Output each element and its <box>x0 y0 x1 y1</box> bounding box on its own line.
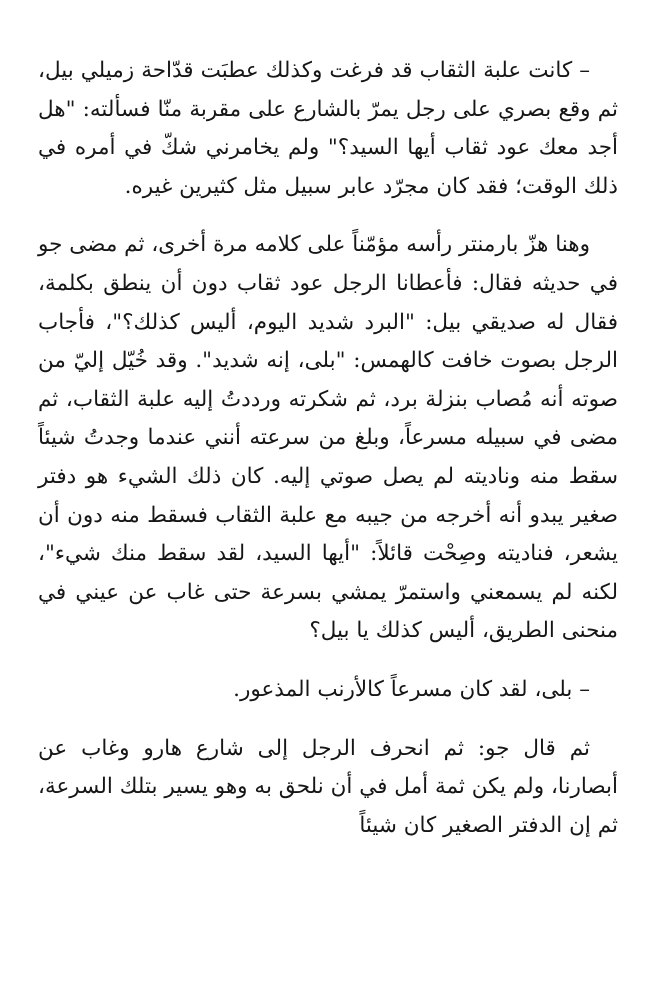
book-page <box>38 52 618 845</box>
paragraph-1: – كانت علبة الثقاب قد فرغت وكذلك عطبَت قدّاحة زميلي بيل، ثم وقع بصري على رجل يمرّ بالشارع على مقربة منّا فسألته: "هل أجد معك عود ثقاب أيها السيد؟" ولم يخامرني شكّ في أمره في ذلك الوقت؛ فقد كان مجرّد عابر سبيل مثل كثيرين غيره. <box>38 58 618 199</box>
paragraph-2: وهنا هزّ بارمنتر رأسه مؤمّناً على كلامه مرة أخرى، ثم مضى جو في حديثه فقال: فأعطانا الرجل عود ثقاب دون أن ينطق بكلمة، فقال له صديقي بيل: "البرد شديد اليوم، أليس كذلك؟"، فأجاب الرجل بصوت خافت كالهمس: "بلى، إنه شديد". وقد خُيّل إليّ من صوته أنه مُصاب بنزلة برد، ثم شكرته ورددتُ إليه علبة الثقاب، ثم مضى في سبيله مسرعاً، وبلغ من سرعته أنني عندما وجدتُ شيئاً سقط منه وناديته لم يصل صوتي إليه. كان ذلك الشيء هو دفتر صغير يبدو أنه أخرجه من جيبه مع علبة الثقاب فسقط منه دون أن يشعر، فناديته وصِحْت قائلاً: "أيها السيد، لقد سقط منك شيء"، لكنه لم يسمعني واستمرّ يمشي بسرعة حتى غاب عن عيني في منحنى الطريق، أليس كذلك يا بيل؟ <box>38 232 618 644</box>
paragraph-3: – بلى، لقد كان مسرعاً كالأرنب المذعور. <box>233 676 590 702</box>
paragraph-4: ثم قال جو: ثم انحرف الرجل إلى شارع هارو وغاب عن أبصارنا، ولم يكن ثمة أمل في أن نلحق به وهو يسير بتلك السرعة، ثم إن الدفتر الصغير كان شيئاً <box>38 735 618 838</box>
